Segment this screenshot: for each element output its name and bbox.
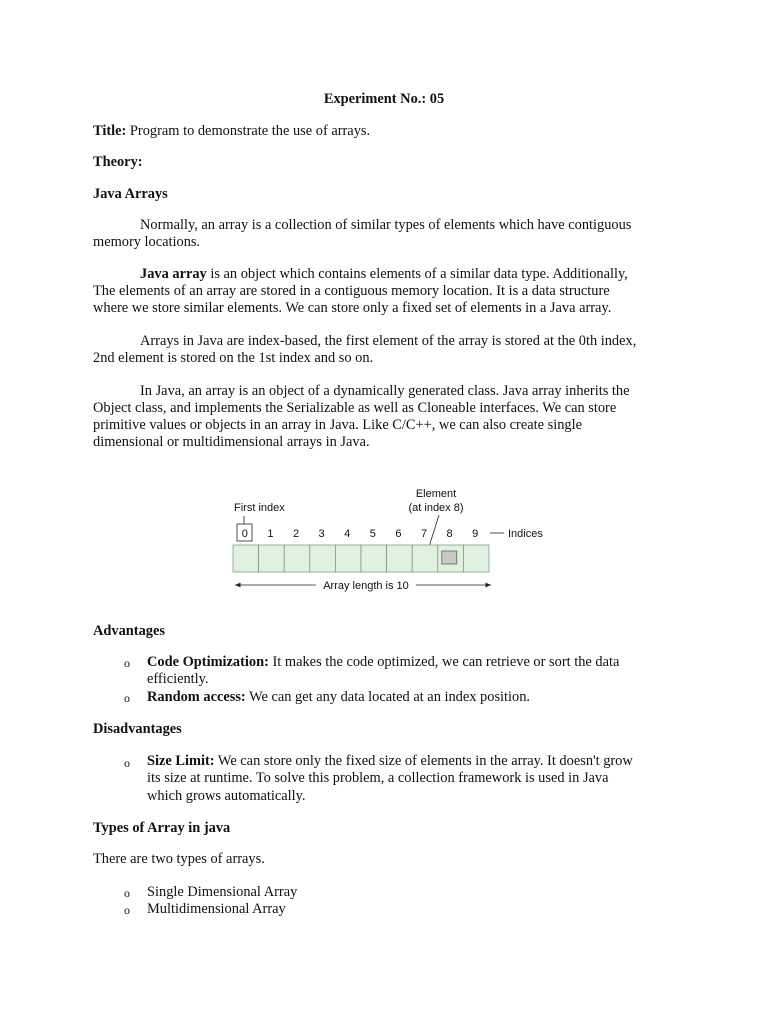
title-label: Title: [93, 123, 127, 139]
array-diagram [225, 480, 555, 600]
paragraph-3-line-1: Arrays in Java are index-based, the first element of the array is stored at the 0th index, [140, 333, 637, 349]
types-item-1: Single Dimensional Array [147, 884, 298, 900]
advantages-heading: Advantages [93, 623, 165, 639]
bullet-marker: o [124, 886, 130, 900]
paragraph-4-line-1: In Java, an array is an object of a dynamically generated class. Java array inherits the [140, 383, 630, 399]
index-label: 5 [369, 528, 376, 540]
advantage-item-1-label: Code Optimization: [147, 654, 269, 670]
array-cell [259, 545, 285, 572]
advantage-item-1-text: It makes the code optimized, we can retrieve or sort the data [268, 654, 620, 670]
types-intro: There are two types of arrays. [93, 851, 265, 867]
paragraph-1-line-2: memory locations. [93, 234, 201, 250]
theory-heading: Theory: [93, 154, 143, 170]
disadvantage-item-1-line-2: its size at runtime. To solve this problem, a collection framework is used in Java [147, 770, 609, 786]
disadvantage-item-1-label: Size Limit: [147, 753, 215, 769]
index-label: 6 [395, 528, 402, 540]
title-line [93, 123, 370, 140]
element-label-line-2: (at index 8) [408, 502, 464, 514]
first-index-label: First index [234, 502, 285, 514]
index-label: 3 [318, 528, 325, 540]
index-label: 4 [344, 528, 351, 540]
bullet-marker: o [124, 691, 130, 705]
highlighted-element [442, 551, 457, 564]
advantage-item-1-line-2: efficiently. [147, 671, 209, 687]
indices-label: Indices [508, 528, 543, 540]
array-cell [412, 545, 438, 572]
paragraph-2-line-3: where we store similar elements. We can store only a fixed set of elements in a Java array. [93, 300, 612, 316]
array-cell [310, 545, 336, 572]
java-arrays-heading: Java Arrays [93, 186, 168, 202]
index-label: 0 [241, 528, 248, 540]
bullet-marker: o [124, 656, 130, 670]
disadvantage-item-1-line-1 [147, 753, 633, 770]
bullet-marker: o [124, 756, 130, 770]
index-label: 8 [446, 528, 453, 540]
paragraph-1-line-1: Normally, an array is a collection of similar types of elements which have contiguous [140, 217, 632, 233]
array-indices [237, 524, 478, 541]
advantage-item-2 [147, 689, 530, 706]
disadvantage-item-1-line-3: which grows automatically. [147, 788, 306, 804]
index-label: 2 [292, 528, 300, 540]
array-cell [335, 545, 361, 572]
index-label: 7 [420, 528, 428, 540]
paragraph-2-line-2: The elements of an array are stored in a contiguous memory location. It is a data structure [93, 283, 610, 299]
experiment-heading: Experiment No.: 05 [323, 91, 445, 107]
array-cell [387, 545, 413, 572]
paragraph-2-text: is an object which contains elements of a similar data type. Additionally, [206, 266, 628, 282]
array-length-label: Array length is 10 [323, 580, 409, 592]
bullet-marker: o [124, 903, 130, 917]
types-item-2: Multidimensional Array [147, 901, 286, 917]
title-text: Program to demonstrate the use of arrays. [126, 123, 371, 139]
paragraph-4-line-3: primitive values or objects in an array in Java. Like C/C++, we can also create single [93, 417, 582, 433]
array-cells [233, 545, 489, 572]
paragraph-4-line-4: dimensional or multidimensional arrays in Java. [93, 434, 370, 450]
disadvantage-item-1-text: We can store only the fixed size of elements in the array. It doesn't grow [214, 753, 633, 769]
array-cell [233, 545, 259, 572]
advantage-item-2-text: We can get any data located at an index position. [245, 689, 531, 705]
paragraph-3-line-2: 2nd element is stored on the 1st index and so on. [93, 350, 374, 366]
element-label-line-1: Element [415, 488, 457, 500]
advantage-item-2-label: Random access: [147, 689, 246, 705]
advantage-item-1-line-1 [147, 654, 619, 671]
java-array-term: Java array [140, 266, 207, 282]
array-cell [361, 545, 387, 572]
disadvantages-heading: Disadvantages [93, 721, 182, 737]
index-label: 1 [267, 528, 274, 540]
types-heading: Types of Array in java [93, 820, 231, 836]
array-cell [463, 545, 489, 572]
index-label: 9 [472, 528, 479, 540]
array-cell [284, 545, 310, 572]
paragraph-4-line-2: Object class, and implements the Serializable as well as Cloneable interfaces. We can store [93, 400, 617, 416]
paragraph-2-line-1 [140, 266, 628, 283]
